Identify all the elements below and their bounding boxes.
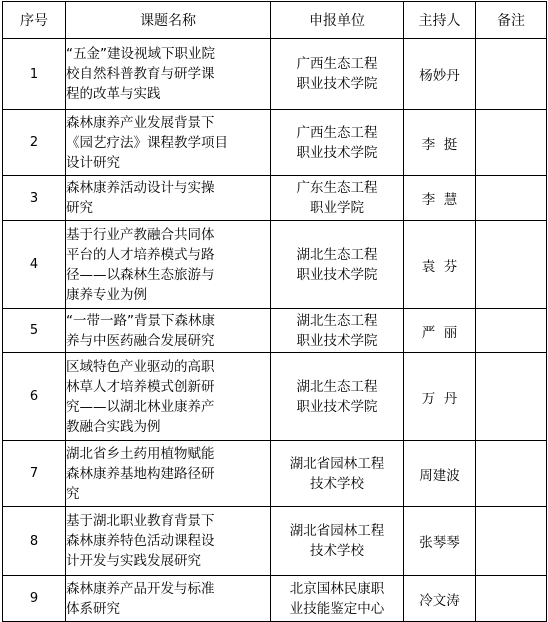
host-name: 周建波 bbox=[404, 441, 476, 507]
header-title: 课题名称 bbox=[66, 2, 271, 39]
table-row bbox=[3, 353, 547, 441]
table-row bbox=[3, 110, 547, 176]
table-row bbox=[3, 507, 547, 576]
applicant-unit: 湖北省园林工程 技术学校 bbox=[271, 507, 404, 576]
note-cell bbox=[476, 110, 547, 176]
row-number: 5 bbox=[3, 309, 66, 353]
note-cell bbox=[476, 221, 547, 309]
row-number: 4 bbox=[3, 221, 66, 309]
project-title: 基于湖北职业教育背景下 森林康养特色活动课程设 计开发与实践发展研究 bbox=[66, 507, 271, 576]
table-row bbox=[3, 39, 547, 110]
note-cell bbox=[476, 176, 547, 221]
project-title: 湖北省乡土药用植物赋能 森林康养基地构建路径研 究 bbox=[66, 441, 271, 507]
host-name: 袁 芬 bbox=[404, 221, 476, 309]
table-row bbox=[3, 176, 547, 221]
note-cell bbox=[476, 441, 547, 507]
applicant-unit: 广西生态工程 职业技术学院 bbox=[271, 110, 404, 176]
host-name: 冷文涛 bbox=[404, 576, 476, 622]
project-title: 森林康养产业发展背景下 《园艺疗法》课程教学项目 设计研究 bbox=[66, 110, 271, 176]
project-title: “五金”建设视域下职业院 校自然科普教育与研学课 程的改革与实践 bbox=[66, 39, 271, 110]
note-cell bbox=[476, 39, 547, 110]
host-name: 万 丹 bbox=[404, 353, 476, 441]
project-table bbox=[2, 1, 547, 622]
row-number: 6 bbox=[3, 353, 66, 441]
header-host: 主持人 bbox=[404, 2, 476, 39]
table-row bbox=[3, 576, 547, 622]
row-number: 2 bbox=[3, 110, 66, 176]
note-cell bbox=[476, 507, 547, 576]
project-title: “一带一路”背景下森林康 养与中医药融合发展研究 bbox=[66, 309, 271, 353]
project-title: 基于行业产教融合共同体 平台的人才培养模式与路 径——以森林生态旅游与 康养专业为例 bbox=[66, 221, 271, 309]
applicant-unit: 广西生态工程 职业技术学院 bbox=[271, 39, 404, 110]
header-unit: 申报单位 bbox=[271, 2, 404, 39]
host-name: 严 丽 bbox=[404, 309, 476, 353]
applicant-unit: 湖北生态工程 职业技术学院 bbox=[271, 309, 404, 353]
note-cell bbox=[476, 353, 547, 441]
host-name: 李 挺 bbox=[404, 110, 476, 176]
host-name: 李 慧 bbox=[404, 176, 476, 221]
project-title: 森林康养活动设计与实操 研究 bbox=[66, 176, 271, 221]
host-name: 张琴琴 bbox=[404, 507, 476, 576]
row-number: 3 bbox=[3, 176, 66, 221]
applicant-unit: 北京国林民康职 业技能鉴定中心 bbox=[271, 576, 404, 622]
project-title: 区域特色产业驱动的高职 林草人才培养模式创新研 究——以湖北林业康养产 教融合实践为例 bbox=[66, 353, 271, 441]
header-no: 序号 bbox=[3, 2, 66, 39]
header-note: 备注 bbox=[476, 2, 547, 39]
row-number: 8 bbox=[3, 507, 66, 576]
table-row bbox=[3, 221, 547, 309]
row-number: 7 bbox=[3, 441, 66, 507]
project-title: 森林康养产品开发与标准 体系研究 bbox=[66, 576, 271, 622]
table-row bbox=[3, 441, 547, 507]
applicant-unit: 广东生态工程 职业学院 bbox=[271, 176, 404, 221]
note-cell bbox=[476, 576, 547, 622]
table-row bbox=[3, 309, 547, 353]
applicant-unit: 湖北省园林工程 技术学校 bbox=[271, 441, 404, 507]
note-cell bbox=[476, 309, 547, 353]
row-number: 1 bbox=[3, 39, 66, 110]
applicant-unit: 湖北生态工程 职业技术学院 bbox=[271, 353, 404, 441]
host-name: 杨妙丹 bbox=[404, 39, 476, 110]
applicant-unit: 湖北生态工程 职业技术学院 bbox=[271, 221, 404, 309]
row-number: 9 bbox=[3, 576, 66, 622]
header-row bbox=[3, 2, 547, 39]
